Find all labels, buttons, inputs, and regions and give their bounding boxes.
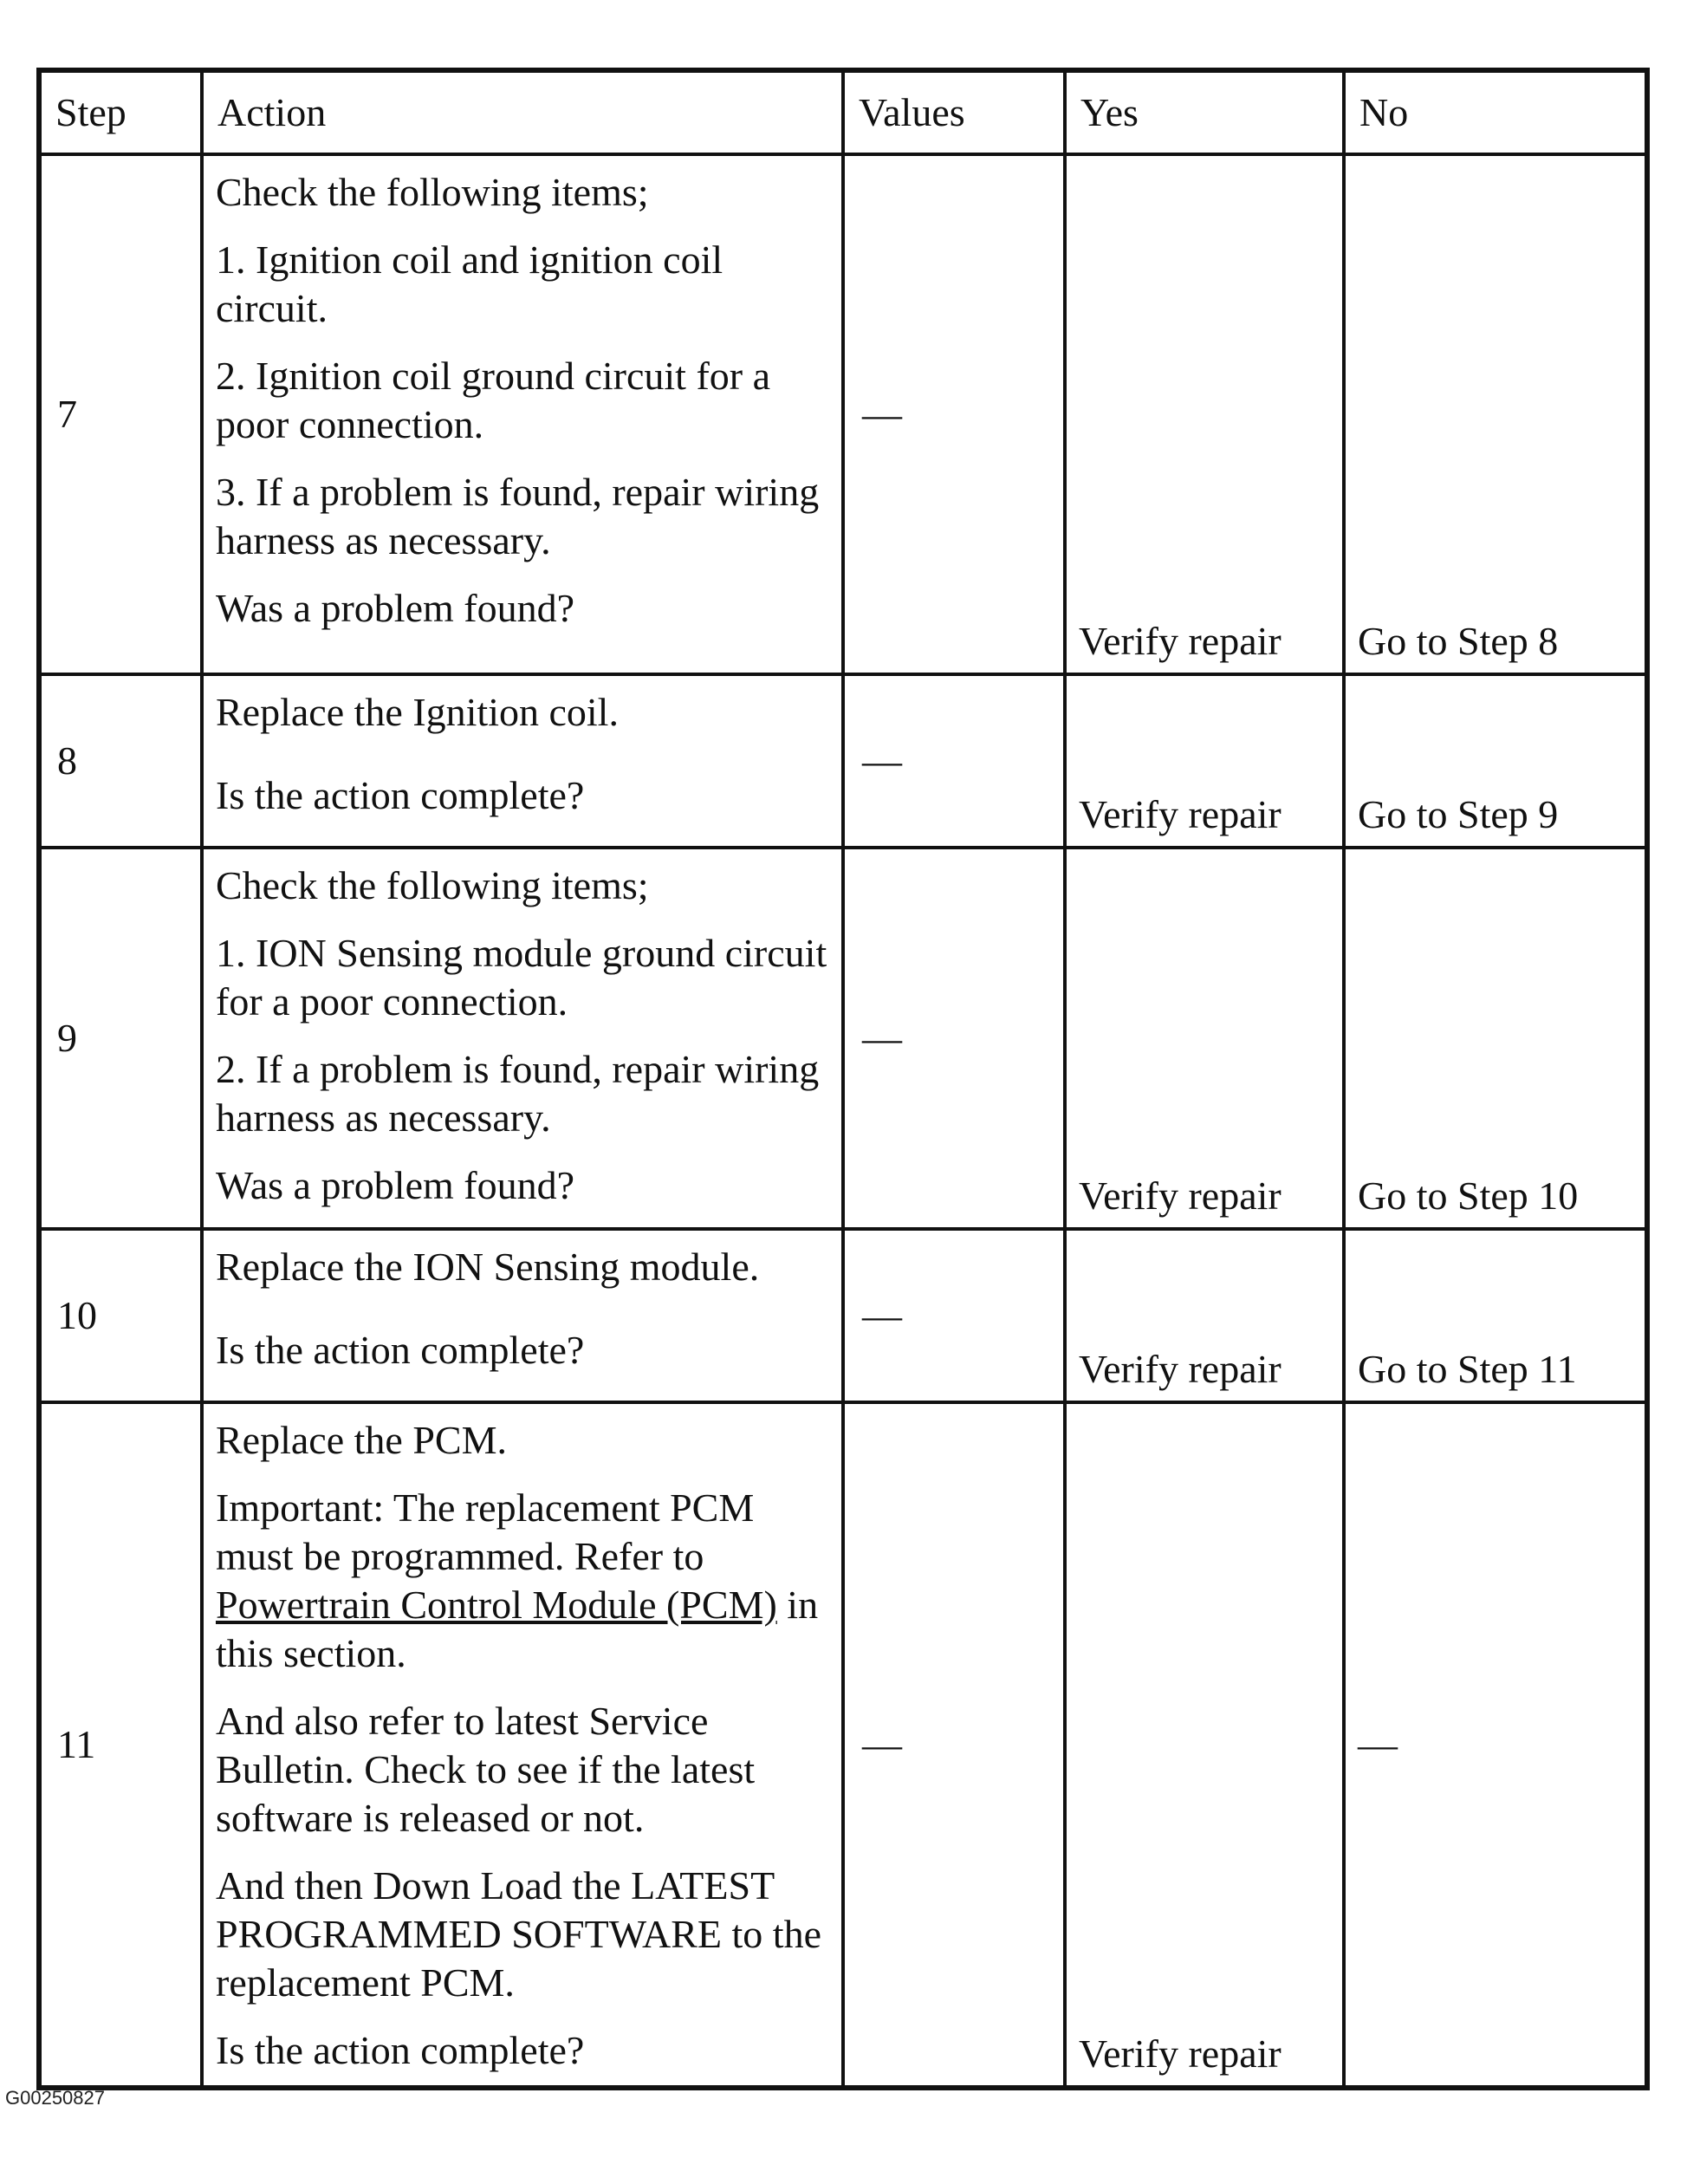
pcm-reference-link[interactable]: Powertrain Control Module (PCM): [216, 1583, 777, 1627]
header-values: Values: [843, 70, 1065, 154]
values-dash: —: [862, 738, 902, 783]
action-line: 2. If a problem is found, repair wiring harness as necessary.: [216, 1047, 820, 1140]
yes-result: Verify repair: [1065, 1402, 1344, 2088]
diagnostic-table: [36, 68, 1650, 2090]
header-step: Step: [39, 70, 202, 154]
action-line: 1. Ignition coil and ignition coil circuit.: [216, 237, 723, 330]
no-result: Go to Step 8: [1344, 154, 1647, 674]
figure-id: G00250827: [5, 2087, 105, 2109]
values-cell: [843, 848, 1065, 1229]
table-row: [39, 674, 1647, 848]
header-row: [39, 70, 1647, 154]
step-number: 7: [39, 154, 202, 674]
values-dash: —: [862, 392, 902, 436]
table-row: [39, 848, 1647, 1229]
action-line: Replace the Ignition coil.: [216, 690, 619, 734]
values-cell: [843, 674, 1065, 848]
action-line: Check the following items;: [216, 170, 649, 214]
table-row: [39, 1402, 1647, 2088]
yes-result: Verify repair: [1065, 848, 1344, 1229]
step-number: 11: [39, 1402, 202, 2088]
values-dash: —: [862, 1722, 902, 1766]
table-row: [39, 1229, 1647, 1402]
step-number: 8: [39, 674, 202, 848]
action-cell: [202, 1402, 843, 2088]
action-line: Check the following items;: [216, 863, 649, 907]
action-line: 3. If a problem is found, repair wiring harness as necessary.: [216, 470, 820, 562]
values-cell: [843, 1402, 1065, 2088]
step-number: 10: [39, 1229, 202, 1402]
action-cell: [202, 674, 843, 848]
action-line: And also refer to latest Service Bulletin. Check to see if the latest software is released or not.: [216, 1699, 756, 1840]
action-line: And then Down Load the LATEST PROGRAMMED SOFTWARE to the replacement PCM.: [216, 1863, 822, 2005]
important-note: [216, 1484, 829, 1678]
action-line: 1. ION Sensing module ground circuit for a poor connection.: [216, 931, 827, 1024]
table-row: [39, 154, 1647, 674]
no-result: Go to Step 11: [1344, 1229, 1647, 1402]
no-result: —: [1344, 1402, 1647, 2088]
header-no: No: [1344, 70, 1647, 154]
yes-result: Verify repair: [1065, 674, 1344, 848]
yes-result: Verify repair: [1065, 1229, 1344, 1402]
action-line: Replace the ION Sensing module.: [216, 1245, 760, 1289]
action-question: Was a problem found?: [216, 586, 574, 630]
no-result: Go to Step 10: [1344, 848, 1647, 1229]
action-line: 2. Ignition coil ground circuit for a poor connection.: [216, 354, 771, 446]
yes-result: Verify repair: [1065, 154, 1344, 674]
action-question: Was a problem found?: [216, 1163, 574, 1207]
values-cell: [843, 1229, 1065, 1402]
action-cell: [202, 1229, 843, 1402]
important-suffix: in this section.: [216, 1583, 819, 1675]
action-cell: [202, 848, 843, 1229]
step-number: 9: [39, 848, 202, 1229]
no-result: Go to Step 9: [1344, 674, 1647, 848]
values-dash: —: [862, 1016, 902, 1060]
values-cell: [843, 154, 1065, 674]
action-question: Is the action complete?: [216, 773, 585, 817]
header-yes: Yes: [1065, 70, 1344, 154]
values-dash: —: [862, 1293, 902, 1337]
action-question: Is the action complete?: [216, 2028, 585, 2072]
action-line: Replace the PCM.: [216, 1418, 507, 1462]
action-question: Is the action complete?: [216, 1328, 585, 1372]
action-cell: [202, 154, 843, 674]
important-text: Important: The replacement PCM must be programmed. Refer to: [216, 1485, 755, 1578]
header-action: Action: [202, 70, 843, 154]
